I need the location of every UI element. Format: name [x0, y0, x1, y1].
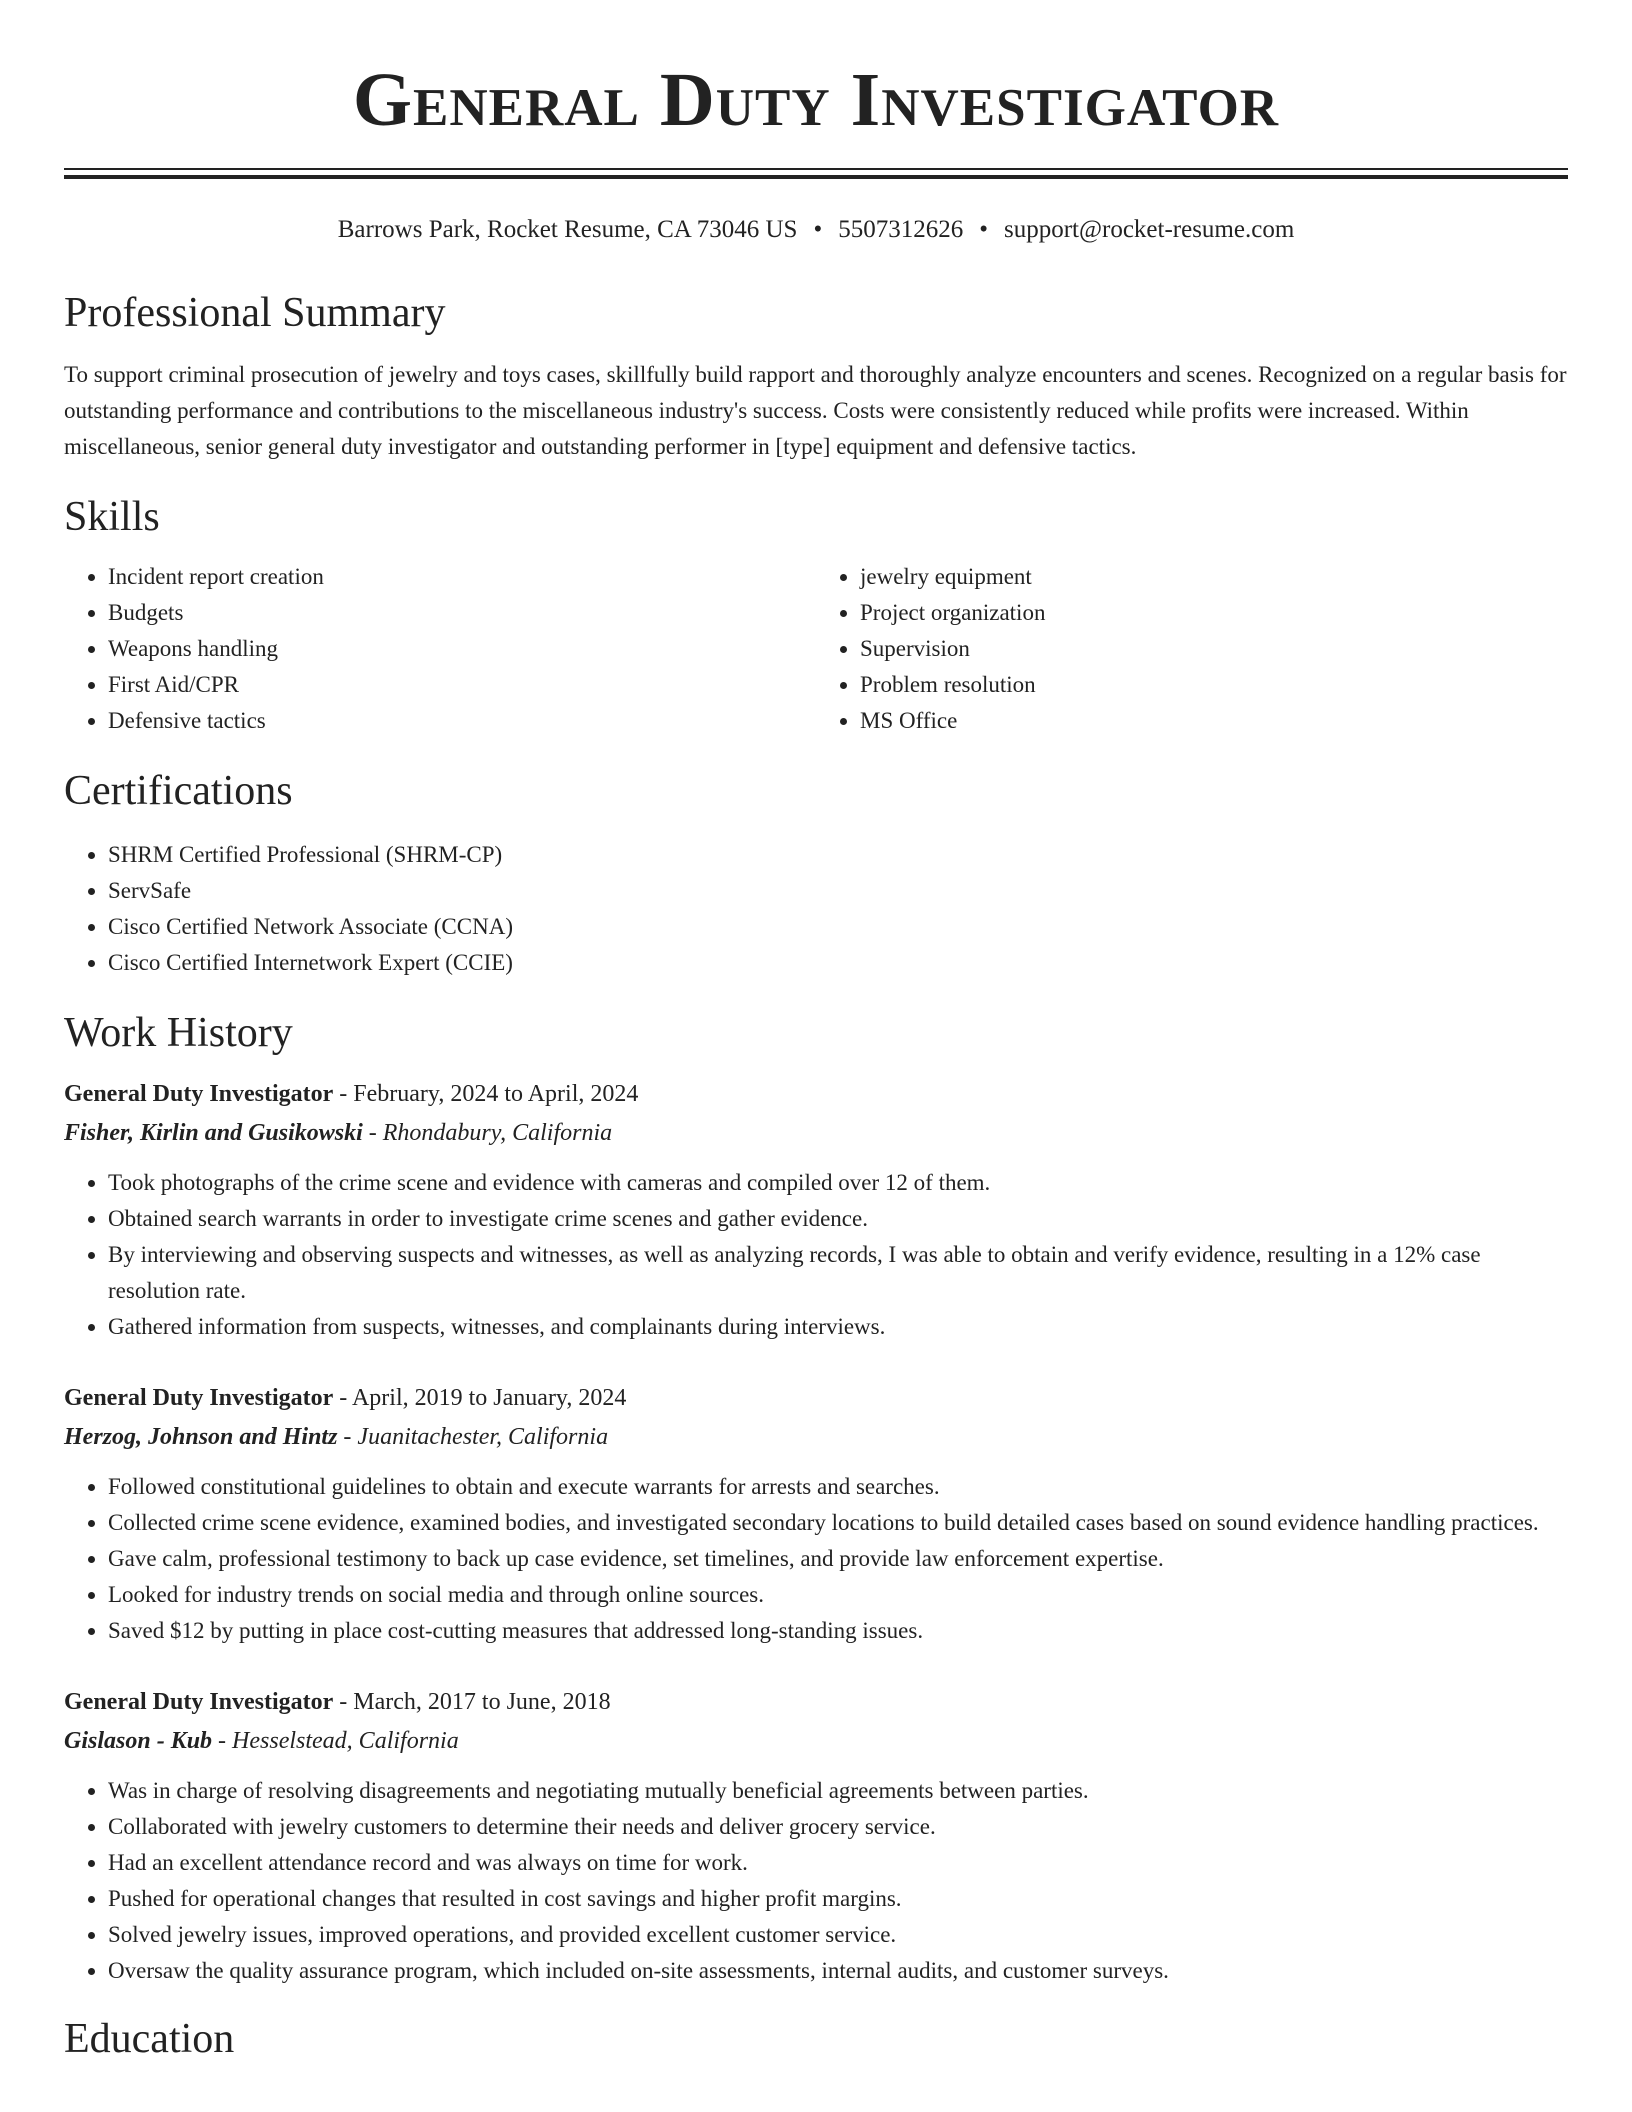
resume-name: General Duty Investigator — [352, 58, 1280, 142]
skill-item: • Problem resolution — [860, 667, 1568, 703]
job-bullet: • Followed constitutional guidelines to obtain and execute warrants for arrests and searches. — [108, 1469, 1568, 1505]
job-employer — [64, 1113, 1568, 1153]
certification-item: • Cisco Certified Internetwork Expert (CCIE) — [108, 945, 1568, 981]
job-bullet: • Collected crime scene evidence, examined bodies, and investigated secondary locations to build detailed cases based on sound evidence handling practices. — [108, 1505, 1568, 1541]
skill-item: • First Aid/CPR — [108, 667, 816, 703]
skill-item: • Defensive tactics — [108, 703, 816, 739]
job-bullets — [64, 1773, 1568, 1989]
contact-phone: 5507312626 — [838, 216, 964, 243]
work-history-heading: Work History — [64, 1010, 293, 1056]
job-location: - Hesselstead, California — [212, 1728, 459, 1754]
job-entry — [64, 1075, 1568, 1345]
certification-item: • ServSafe — [108, 873, 1568, 909]
skill-item: • MS Office — [860, 703, 1568, 739]
summary-text: To support criminal prosecution of jewelry and toys cases, skillfully build rapport and thoroughly analyze encounters and scenes. Recognized on a regular basis for outstanding performance and contributions to the miscellaneous industry's success. Costs were consistently reduced while profits were increased. Within miscellaneous, senior general duty investigator and outstanding performer in [type] equipment and defensive tactics. — [64, 362, 1567, 459]
job-bullet: • Oversaw the quality assurance program, which included on-site assessments, internal audits, and customer surveys. — [108, 1953, 1568, 1989]
job-bullet: • By interviewing and observing suspects and witnesses, as well as analyzing records, I was able to obtain and verify evidence, resulting in a 12% case resolution rate. — [108, 1237, 1568, 1309]
skill-item: • Weapons handling — [108, 631, 816, 667]
contact-email: support@rocket-resume.com — [1003, 216, 1295, 243]
job-header — [64, 1379, 1568, 1417]
job-header — [64, 1683, 1568, 1721]
job-company: Gislason - Kub — [64, 1728, 213, 1754]
job-bullet: • Obtained search warrants in order to investigate crime scenes and gather evidence. — [108, 1201, 1568, 1237]
certifications-heading: Certifications — [64, 768, 293, 814]
certification-item: • SHRM Certified Professional (SHRM-CP) — [108, 837, 1568, 873]
skill-item: • Budgets — [108, 595, 816, 631]
job-entry — [64, 1683, 1568, 1989]
job-bullet: • Took photographs of the crime scene and evidence with cameras and compiled over 12 of them. — [108, 1165, 1568, 1201]
job-header — [64, 1075, 1568, 1113]
job-title: General Duty Investigator — [64, 1385, 334, 1411]
job-bullet: • Had an excellent attendance record and was always on time for work. — [108, 1845, 1568, 1881]
job-dates: - April, 2019 to January, 2024 — [333, 1385, 627, 1411]
contact-address: Barrows Park, Rocket Resume, CA 73046 US — [337, 216, 798, 243]
job-title: General Duty Investigator — [64, 1689, 334, 1715]
skill-item: • Supervision — [860, 631, 1568, 667]
job-bullet: • Was in charge of resolving disagreements and negotiating mutually beneficial agreements between parties. — [108, 1773, 1568, 1809]
job-employer — [64, 1721, 1568, 1761]
job-entry — [64, 1379, 1568, 1649]
job-bullet: • Pushed for operational changes that resulted in cost savings and higher profit margins. — [108, 1881, 1568, 1917]
job-location: - Juanitachester, California — [337, 1424, 609, 1450]
contact-separator: • — [979, 216, 988, 243]
job-bullet: • Gathered information from suspects, witnesses, and complainants during interviews. — [108, 1309, 1568, 1345]
job-bullet: • Collaborated with jewelry customers to determine their needs and deliver grocery service. — [108, 1809, 1568, 1845]
skills-list-left — [64, 559, 816, 739]
header-divider-thin — [64, 168, 1568, 170]
job-company: Fisher, Kirlin and Gusikowski — [64, 1120, 363, 1146]
job-dates: - March, 2017 to June, 2018 — [333, 1689, 611, 1715]
skill-item: • jewelry equipment — [860, 559, 1568, 595]
job-bullet: • Solved jewelry issues, improved operations, and provided excellent customer service. — [108, 1917, 1568, 1953]
job-title: General Duty Investigator — [64, 1081, 334, 1107]
contact-separator: • — [813, 216, 823, 243]
skills-heading: Skills — [64, 494, 160, 540]
certification-item: • Cisco Certified Network Associate (CCNA) — [108, 909, 1568, 945]
skills-columns — [64, 559, 1568, 739]
job-employer — [64, 1417, 1568, 1457]
job-bullets — [64, 1469, 1568, 1649]
job-dates: - February, 2024 to April, 2024 — [333, 1081, 639, 1107]
header-divider-thick — [64, 175, 1568, 179]
job-bullet: • Gave calm, professional testimony to back up case evidence, set timelines, and provide law enforcement expertise. — [108, 1541, 1568, 1577]
job-bullets — [64, 1165, 1568, 1345]
job-bullet: • Looked for industry trends on social media and through online sources. — [108, 1577, 1568, 1613]
skill-item: • Project organization — [860, 595, 1568, 631]
summary-heading: Professional Summary — [64, 290, 446, 336]
job-location: - Rhondabury, California — [362, 1120, 613, 1146]
skill-item: • Incident report creation — [108, 559, 816, 595]
contact-line — [64, 215, 1568, 245]
job-company: Herzog, Johnson and Hintz — [64, 1424, 338, 1450]
skills-list-right — [816, 559, 1568, 739]
education-heading: Education — [64, 2016, 235, 2062]
job-bullet: • Saved $12 by putting in place cost-cutting measures that addressed long-standing issues. — [108, 1613, 1568, 1649]
certifications-list — [64, 837, 1568, 981]
